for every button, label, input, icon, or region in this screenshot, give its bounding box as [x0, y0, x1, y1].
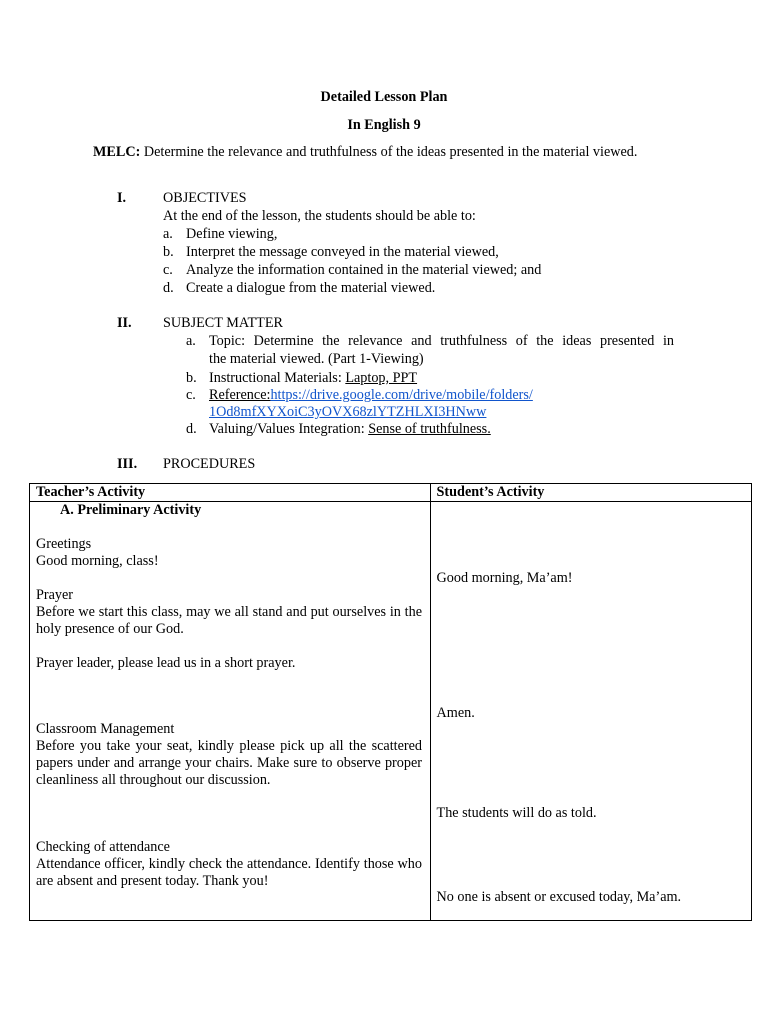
classroom-management-reply: The students will do as told.	[436, 805, 597, 821]
objective-item: Define viewing,	[186, 226, 278, 242]
objective-marker: a.	[163, 226, 173, 242]
preliminary-activity-label: A. Preliminary Activity	[60, 502, 202, 518]
subject-matter-heading: SUBJECT MATTER	[163, 315, 283, 331]
objectives-intro: At the end of the lesson, the students should be able to:	[163, 208, 476, 224]
student-activity-header: Student’s Activity	[430, 484, 751, 502]
greetings-text: Good morning, class!	[36, 553, 159, 569]
prayer-text: Before we start this class, may we all stand and put ourselves in the holy presence of our God.	[36, 604, 422, 637]
subject-matter-numeral: II.	[117, 315, 132, 331]
reference-link[interactable]: https://drive.google.com/drive/mobile/folders/	[270, 387, 533, 403]
classroom-management-heading: Classroom Management	[36, 721, 175, 737]
melc-paragraph	[93, 143, 674, 161]
table-header-row	[30, 484, 752, 502]
procedures-numeral: III.	[117, 456, 138, 472]
table-row	[30, 502, 752, 921]
teacher-activity-cell	[30, 502, 431, 921]
materials-line	[209, 369, 417, 387]
topic-marker: a.	[186, 333, 196, 349]
reference-marker: c.	[186, 387, 196, 403]
values-line	[209, 420, 491, 438]
attendance-heading: Checking of attendance	[36, 839, 170, 855]
melc-label: MELC:	[93, 144, 141, 160]
reference-line	[209, 386, 533, 404]
document-subtitle: In English 9	[347, 117, 421, 133]
document-title: Detailed Lesson Plan	[320, 89, 448, 105]
reference-label: Reference:	[209, 387, 271, 403]
objectives-heading: OBJECTIVES	[163, 190, 247, 206]
greeting-reply: Good morning, Ma’am!	[436, 570, 573, 586]
melc-text: Determine the relevance and truthfulness of the ideas presented in the material viewed.	[143, 144, 638, 160]
classroom-management-text: Before you take your seat, kindly please pick up all the scattered papers under and arrange your chairs. Make sure to observe proper cleanliness all throughout our discussion.	[36, 738, 422, 788]
attendance-text: Attendance officer, kindly check the attendance. Identify those who are absent and present today. Thank you!	[36, 856, 422, 889]
teacher-activity-header: Teacher’s Activity	[30, 484, 431, 502]
values-value: Sense of truthfulness.	[368, 421, 491, 437]
prayer-reply: Amen.	[436, 705, 475, 721]
topic-line-1: Topic: Determine the relevance and truthfulness of the ideas presented in	[209, 333, 674, 349]
reference-link-continued[interactable]	[209, 403, 486, 421]
values-marker: d.	[186, 421, 197, 437]
materials-value: Laptop, PPT	[345, 370, 418, 386]
procedures-heading: PROCEDURES	[163, 456, 256, 472]
objective-marker: c.	[163, 262, 173, 278]
objective-marker: b.	[163, 244, 174, 260]
materials-marker: b.	[186, 370, 197, 386]
greetings-heading: Greetings	[36, 536, 92, 552]
objective-item: Analyze the information contained in the material viewed; and	[186, 262, 542, 278]
values-label: Valuing/Values Integration:	[209, 421, 369, 437]
student-activity-cell	[430, 502, 751, 921]
objective-marker: d.	[163, 280, 174, 296]
procedures-table	[29, 483, 752, 921]
topic-line-2: the material viewed. (Part 1-Viewing)	[209, 351, 424, 367]
prayer-leader-text: Prayer leader, please lead us in a short prayer.	[36, 655, 296, 671]
objective-item: Interpret the message conveyed in the material viewed,	[186, 244, 499, 260]
objectives-numeral: I.	[117, 190, 127, 206]
objective-item: Create a dialogue from the material viewed.	[186, 280, 436, 296]
attendance-reply: No one is absent or excused today, Ma’am.	[436, 889, 682, 905]
materials-label: Instructional Materials:	[209, 370, 346, 386]
reference-link-part2[interactable]: 1Od8mfXYXoiC3yOVX68zlYTZHLXI3HNww	[209, 404, 487, 420]
prayer-heading: Prayer	[36, 587, 74, 603]
